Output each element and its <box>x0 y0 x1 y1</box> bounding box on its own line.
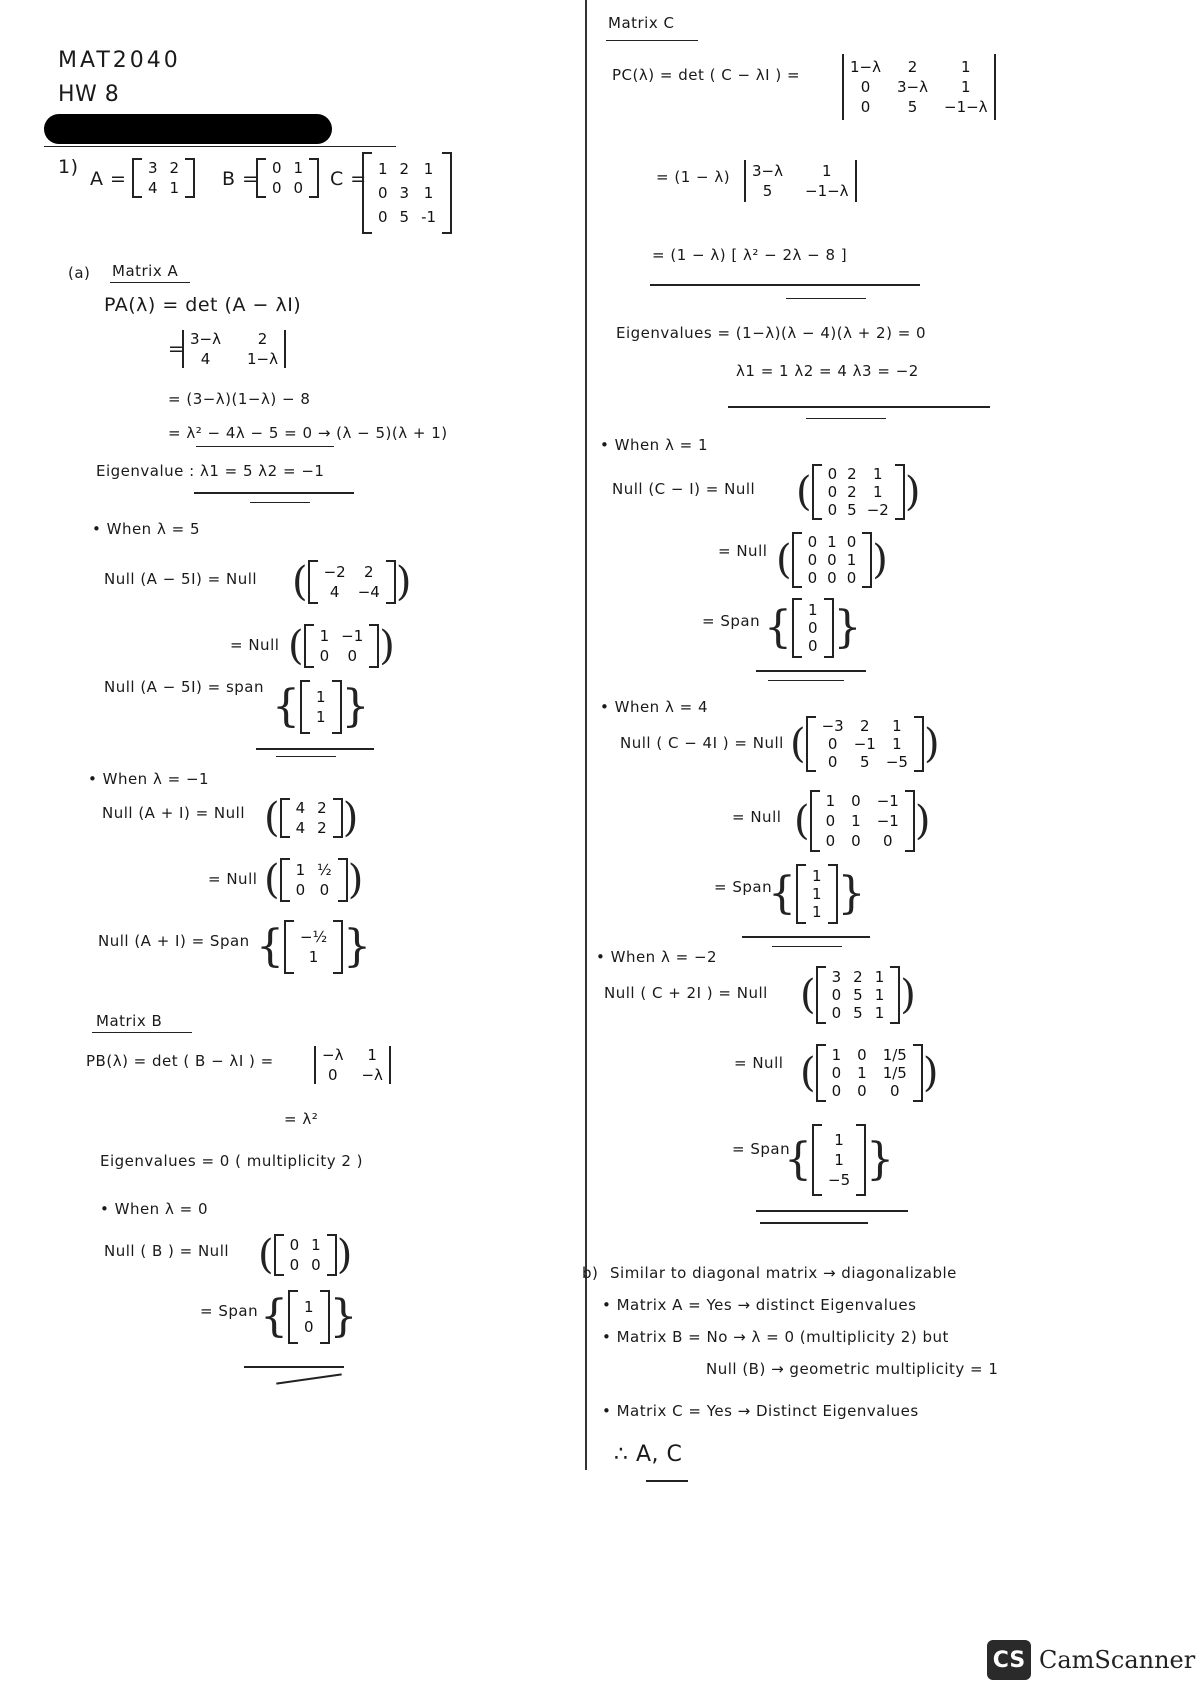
diag-matrix-a: • Matrix A = Yes → distinct Eigenvalues <box>602 1296 917 1314</box>
camscanner-mark: CS <box>987 1640 1031 1680</box>
char-poly-a: PA(λ) = det (A − λI) <box>104 294 302 316</box>
null-c-neg2-matrix: ( 3 2 1 0 5 1 0 5 1 ) <box>800 968 916 1022</box>
span-b-label: = Span <box>200 1302 259 1320</box>
when-c-1: • When λ = 1 <box>600 436 708 454</box>
final-answer: ∴ A, C <box>614 1442 683 1467</box>
char-poly-b: PB(λ) = det ( B − λI ) = <box>86 1052 274 1070</box>
null-c-neg2b-matrix: ( 1 0 1/5 0 1 1/5 0 0 0 ) <box>800 1046 939 1100</box>
when-b-0: • When λ = 0 <box>100 1200 208 1218</box>
eigenvalues-a: Eigenvalue : λ1 = 5 λ2 = −1 <box>96 462 325 480</box>
span-a-5-vector: { 1 1 } <box>272 681 370 732</box>
span-a-neg1-vector: { −½ 1 } <box>256 921 372 972</box>
matrix-b: 0 1 0 0 <box>256 158 319 198</box>
diag-matrix-b-reason: Null (B) → geometric multiplicity = 1 <box>706 1360 999 1378</box>
span-c-4-underline-2 <box>772 946 842 947</box>
expand-a: = (3−λ)(1−λ) − 8 <box>168 390 311 408</box>
header-rule <box>44 146 396 147</box>
null-a-neg1b-label: = Null <box>208 870 258 888</box>
span-c-neg2-underline <box>756 1210 908 1212</box>
span-a-5-underline <box>256 748 374 750</box>
null-a-5-matrix: ( −2 2 4 −4 ) <box>292 559 412 605</box>
heading-underline <box>110 282 190 283</box>
matrix-a-heading: Matrix A <box>112 262 179 280</box>
c-expand-label: = (1 − λ) <box>656 168 731 186</box>
diag-matrix-c: • Matrix C = Yes → Distinct Eigenvalues <box>602 1402 919 1420</box>
span-c-neg2-underline-2 <box>760 1222 868 1224</box>
span-c-neg2-vector: { 1 1 −5 } <box>784 1124 894 1196</box>
null-c-4-label: Null ( C − 4I ) = Null <box>620 734 784 752</box>
eigen-list-c: λ1 = 1 λ2 = 4 λ3 = −2 <box>736 362 919 380</box>
matrix-a: 3 2 4 1 <box>132 158 195 198</box>
null-c-4b-label: = Null <box>732 808 782 826</box>
c-minor-matrix: 3−λ 1 5 −1−λ <box>744 160 857 202</box>
part-b-label: b) <box>582 1264 599 1282</box>
eigenvalues-c: Eigenvalues = (1−λ)(λ − 4)(λ + 2) = 0 <box>616 324 927 342</box>
null-c-4b-matrix: ( 1 0 −1 0 1 −1 0 0 0 ) <box>794 792 931 850</box>
null-c-neg2b-label: = Null <box>734 1054 784 1072</box>
null-a-neg1b-matrix: ( 1 ½ 0 0 ) <box>264 857 364 903</box>
null-b-matrix: ( 0 1 0 0 ) <box>258 1232 353 1278</box>
null-c-1b-matrix: ( 0 1 0 0 0 1 0 0 0 ) <box>776 533 888 587</box>
det-a-eq: = <box>168 338 185 360</box>
homework-number: HW 8 <box>58 82 120 107</box>
null-a-5-label: Null (A − 5I) = Null <box>104 570 258 588</box>
matrix-b-heading-underline <box>92 1032 192 1033</box>
eigenvalues-b: Eigenvalues = 0 ( multiplicity 2 ) <box>100 1152 364 1170</box>
matrix-b-heading: Matrix B <box>96 1012 163 1030</box>
eigen-a-underline <box>194 492 354 494</box>
eigen-c-underline <box>728 406 990 408</box>
when-a-5: • When λ = 5 <box>92 520 200 538</box>
matrix-c: 1 2 1 0 3 1 0 5 -1 <box>362 152 452 234</box>
matrix-c-heading-underline <box>606 40 698 41</box>
null-c-1-matrix: ( 0 2 1 0 2 1 0 5 −2 ) <box>796 465 921 519</box>
span-c-1-underline-2 <box>768 680 844 681</box>
when-a-neg1: • When λ = −1 <box>88 770 210 788</box>
null-c-1-label: Null (C − I) = Null <box>612 480 756 498</box>
span-b-vector: { 1 0 } <box>260 1291 358 1342</box>
quadratic-a: = λ² − 4λ − 5 = 0 → (λ − 5)(λ + 1) <box>168 424 448 442</box>
span-c-1-underline <box>756 670 866 672</box>
null-c-1b-label: = Null <box>718 542 768 560</box>
null-a-neg1-label: Null (A + I) = Null <box>102 804 245 822</box>
matrix-c-heading: Matrix C <box>608 14 675 32</box>
span-a-5-underline-2 <box>276 756 336 757</box>
c-quadratic-underline <box>650 284 920 286</box>
matrix-a-label: A = <box>90 168 127 190</box>
final-answer-underline <box>646 1480 688 1482</box>
det-c-matrix: 1−λ 2 1 0 3−λ 1 0 5 −1−λ <box>842 54 996 120</box>
matrix-b-label: B = <box>222 168 259 190</box>
problem-number: 1) <box>58 156 79 178</box>
null-c-neg2-label: Null ( C + 2I ) = Null <box>604 984 768 1002</box>
span-c-4-vector: { 1 1 1 } <box>768 864 866 924</box>
redacted-name-bar <box>44 114 332 144</box>
b-lambda-squared: = λ² <box>284 1110 319 1128</box>
span-c-4-underline <box>742 936 870 938</box>
eigen-a-underline-2 <box>250 502 310 503</box>
camscanner-logo <box>987 1640 1195 1680</box>
diag-matrix-b: • Matrix B = No → λ = 0 (multiplicity 2) but <box>602 1328 949 1346</box>
null-a-neg1-matrix: ( 4 2 4 2 ) <box>264 795 359 841</box>
null-a-5b-matrix: ( 1 −1 0 0 ) <box>288 623 395 669</box>
span-c-neg2-label: = Span <box>732 1140 791 1158</box>
null-b-label: Null ( B ) = Null <box>104 1242 230 1260</box>
span-c-1-vector: { 1 0 0 } <box>764 598 862 658</box>
diag-statement: Similar to diagonal matrix → diagonalizable <box>610 1264 957 1282</box>
null-a-5b-label: = Null <box>230 636 280 654</box>
column-divider <box>585 0 587 1470</box>
span-c-4-label: = Span <box>714 878 773 896</box>
c-quadratic-underline-2 <box>786 298 866 299</box>
when-c-4: • When λ = 4 <box>600 698 708 716</box>
when-c-neg2: • When λ = −2 <box>596 948 718 966</box>
camscanner-text: CamScanner <box>1039 1646 1196 1674</box>
det-b-matrix: −λ 1 0 −λ <box>314 1046 391 1084</box>
span-b-underline <box>244 1366 344 1368</box>
null-c-4-matrix: ( −3 2 1 0 −1 1 0 5 −5 ) <box>790 717 940 771</box>
quadratic-underline <box>196 446 334 447</box>
eigen-c-underline-2 <box>806 418 886 419</box>
part-a-label: (a) <box>68 264 91 282</box>
c-quadratic: = (1 − λ) [ λ² − 2λ − 8 ] <box>652 246 848 264</box>
span-a-5-label: Null (A − 5I) = span <box>104 678 265 696</box>
char-poly-c: PC(λ) = det ( C − λI ) = <box>612 66 801 84</box>
span-a-neg1-label: Null (A + I) = Span <box>98 932 250 950</box>
matrix-c-label: C = <box>330 168 367 190</box>
course-code: MAT2040 <box>58 48 181 73</box>
det-a-matrix: 3−λ 2 4 1−λ <box>182 330 286 368</box>
span-c-1-label: = Span <box>702 612 761 630</box>
span-b-underline-2 <box>276 1373 342 1384</box>
